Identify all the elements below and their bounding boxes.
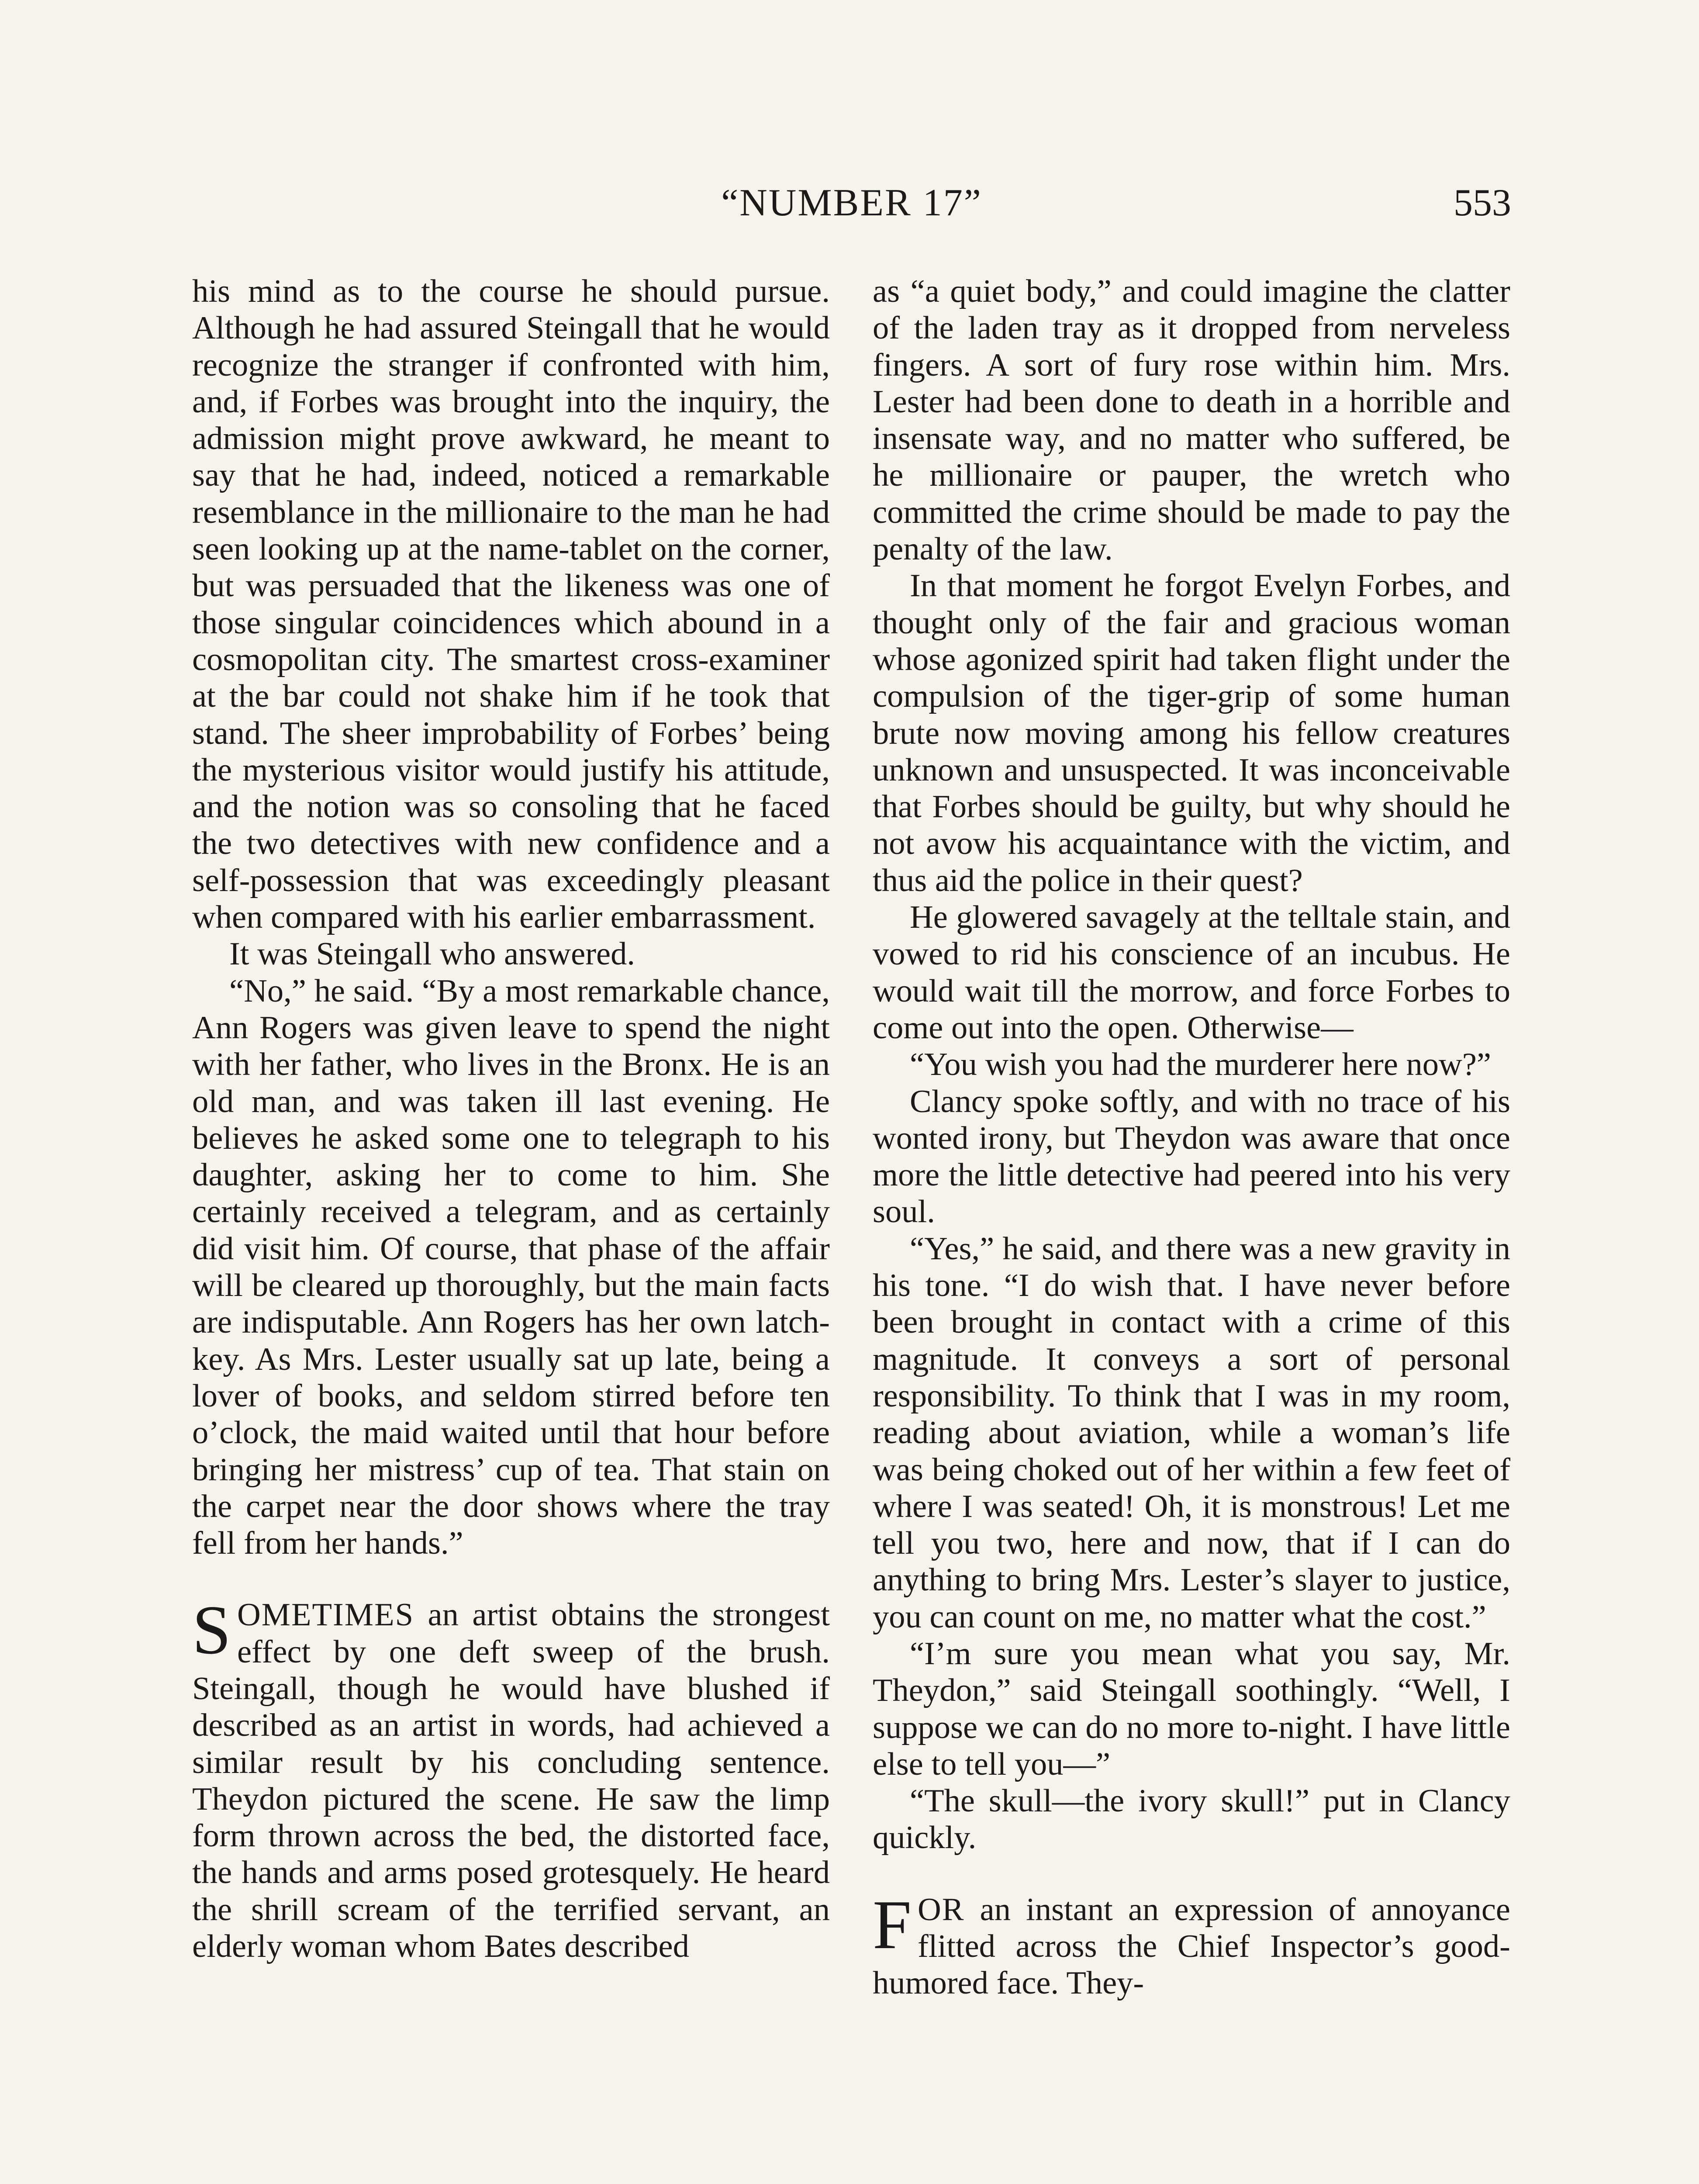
paragraph: his mind as to the course he should pursue. Although he had assured Steingall that he would recognize the stranger if confronted with him, and, if Forbes was brought into the inquiry, the admission might prove awkward, he meant to say that he had, indeed, noticed a remarkable resemblance in the millionaire to the man he had seen looking up at the name-tablet on the corner, but was persuaded that the likeness was one of those singular coincidences which abound in a cosmopolitan city. The smartest cross-examiner at the bar could not shake him if he took that stand. The sheer improbability of Forbes’ being the mysterious visitor would justify his attitude, and the notion was so consoling that he faced the two detectives with new confidence and a self-possession that was exceedingly pleasant when compared with his earlier embarrassment. <box>192 273 830 936</box>
left-column <box>192 273 830 1965</box>
paragraph: He glowered savagely at the telltale stain, and vowed to rid his conscience of an incubus. He would wait till the morrow, and force Forbes to come out into the open. Otherwise— <box>873 899 1510 1046</box>
paragraph-text: an artist obtains the strongest effect by one deft sweep of the brush. Steingall, though he would have blushed if described as an artist in words, had achieved a similar result by his concluding sentence. Theydon pictured the scene. He saw the limp form thrown across the bed, the distorted face, the hands and arms posed grotesquely. He heard the shrill scream of the terrified servant, an elderly woman whom Bates described <box>192 1597 830 1965</box>
paragraph: “I’m sure you mean what you say, Mr. Theydon,” said Steingall soothingly. “Well, I suppose we can do no more to-night. I have little else to tell you—” <box>873 1635 1510 1782</box>
drop-cap: S <box>192 1591 231 1669</box>
drop-cap: F <box>873 1885 912 1963</box>
right-column <box>873 273 1510 2002</box>
paragraph: In that moment he forgot Evelyn Forbes, and thought only of the fair and gracious woman whose agonized spirit had taken flight under the compulsion of the tiger-grip of some human brute now moving among his fellow creatures unknown and unsuspected. It was inconceivable that Forbes should be guilty, but why should he not avow his acquaintance with the victim, and thus aid the police in their quest? <box>873 568 1510 898</box>
paragraph: “You wish you had the murderer here now?” <box>910 1047 1491 1083</box>
page-header <box>192 177 1511 229</box>
running-title: “NUMBER 17” <box>721 182 982 224</box>
paragraph: It was Steingall who answered. <box>229 936 635 972</box>
paragraph: “The skull—the ivory skull!” put in Clancy quickly. <box>873 1783 1510 1856</box>
section-paragraph <box>873 1885 1510 2002</box>
paragraph: “Yes,” he said, and there was a new gravity in his tone. “I do wish that. I have never before been brought in contact with a crime of this magnitude. It conveys a sort of personal responsibility. To think that I was in my room, reading about aviation, while a woman’s life was being choked out of her within a few feet of where I was seated! Oh, it is monstrous! Let me tell you two, here and now, that if I can do anything to bring Mrs. Lester’s slayer to justice, you can count on me, no matter what the cost.” <box>873 1230 1510 1635</box>
small-caps-lead: OR <box>917 1891 965 1928</box>
page-number: 553 <box>1454 182 1511 224</box>
paragraph: “No,” he said. “By a most remarkable chance, Ann Rogers was given leave to spend the night with her father, who lives in the Bronx. He is an old man, and was taken ill last evening. He believes he asked some one to telegraph to his daughter, asking her to come to him. She certainly received a telegram, and as certainly did visit him. Of course, that phase of the affair will be cleared up thoroughly, but the main facts are indisputable. Ann Rogers has her own latch-key. As Mrs. Lester usually sat up late, being a lover of books, and seldom stirred before ten o’clock, the maid waited until that hour before bringing her mistress’ cup of tea. That stain on the carpet near the door shows where the tray fell from her hands.” <box>192 973 830 1562</box>
section-paragraph <box>192 1591 830 1965</box>
small-caps-lead: OMETIMES <box>237 1597 414 1633</box>
paragraph: Clancy spoke softly, and with no trace of his wonted irony, but Theydon was aware that once more the little detective had peered into his very soul. <box>873 1083 1510 1230</box>
paragraph: as “a quiet body,” and could imagine the clatter of the laden tray as it dropped from nerveless fingers. A sort of fury rose within him. Mrs. Lester had been done to death in a horrible and insensate way, and no matter who suffered, be he millionaire or pauper, the wretch who committed the crime should be made to pay the penalty of the law. <box>873 273 1510 567</box>
paragraph-text: an instant an expression of annoyance flitted across the Chief Inspector’s good-humored face. They- <box>873 1891 1510 2001</box>
